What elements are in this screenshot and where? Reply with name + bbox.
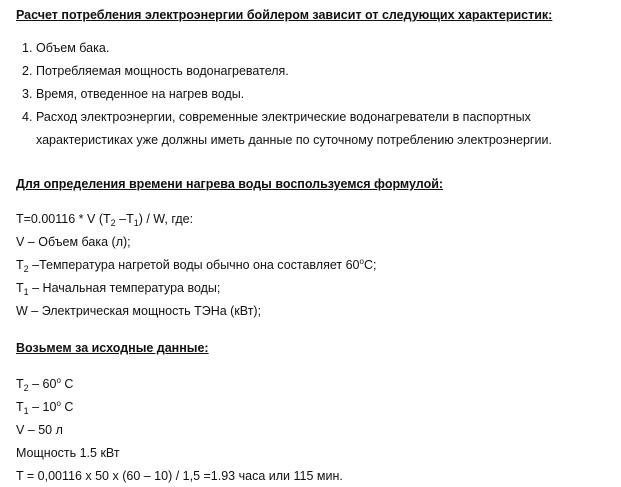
definition-t1	[16, 281, 220, 295]
list-item-text: Расход электроэнергии, современные электрические водонагреватели в паспортных	[36, 110, 531, 124]
given-v: V – 50 л	[16, 423, 63, 437]
formula-part: T=0.00116 * V (T	[16, 212, 111, 226]
list-item-continuation: характеристиках уже должны иметь данные по суточному потреблению электроэнергии.	[36, 133, 552, 147]
degree-superscript: o	[359, 257, 364, 266]
definition-w: W – Электрическая мощность ТЭНа (кВт);	[16, 304, 262, 318]
degree-superscript: o	[56, 376, 61, 385]
given-t1	[16, 400, 73, 414]
list-item	[22, 41, 109, 55]
definition-text: –Температура нагретой воды обычно она составляет 60	[28, 258, 360, 272]
symbol-subscript: 2	[23, 383, 29, 393]
given-text: – 60	[28, 377, 57, 391]
given-text: С	[60, 400, 74, 414]
given-text: С	[60, 377, 74, 391]
list-item-number: 2.	[22, 64, 33, 78]
given-text: – 10	[28, 400, 57, 414]
formula-part: –T	[115, 212, 134, 226]
heading-given-data: Возьмем за исходные данные:	[16, 341, 209, 355]
definition-text: С;	[363, 258, 377, 272]
formula-subscript: 1	[133, 218, 139, 228]
list-item-number: 3.	[22, 87, 33, 101]
symbol: T	[16, 281, 24, 295]
list-item	[22, 110, 531, 124]
symbol-subscript: 2	[23, 264, 29, 274]
formula-subscript: 2	[110, 218, 116, 228]
given-power: Мощность 1.5 кВт	[16, 446, 120, 460]
list-item-text: Потребляемая мощность водонагревателя.	[36, 64, 289, 78]
result-formula: T = 0,00116 x 50 x (60 – 10) / 1,5 =1.93 часа или 115 мин.	[16, 469, 343, 483]
list-item-text: Время, отведенное на нагрев воды.	[36, 87, 245, 101]
symbol-subscript: 1	[23, 406, 29, 416]
list-item	[22, 87, 244, 101]
definition-text: – Начальная температура воды;	[28, 281, 221, 295]
degree-superscript: o	[56, 399, 61, 408]
definition-t2	[16, 258, 376, 272]
symbol: T	[16, 377, 24, 391]
heading-formula: Для определения времени нагрева воды воспользуемся формулой:	[16, 177, 444, 191]
list-item-text: Объем бака.	[36, 41, 110, 55]
symbol: T	[16, 400, 24, 414]
symbol: T	[16, 258, 24, 272]
formula-line	[16, 212, 193, 226]
given-t2	[16, 377, 73, 391]
symbol-subscript: 1	[23, 287, 29, 297]
definition-v: V – Объем бака (л);	[16, 235, 131, 249]
list-item-number: 1.	[22, 41, 33, 55]
list-item	[22, 64, 289, 78]
heading-characteristics: Расчет потребления электроэнергии бойлером зависит от следующих характеристик:	[16, 8, 553, 22]
list-item-number: 4.	[22, 110, 33, 124]
formula-part: ) / W, где:	[138, 212, 194, 226]
